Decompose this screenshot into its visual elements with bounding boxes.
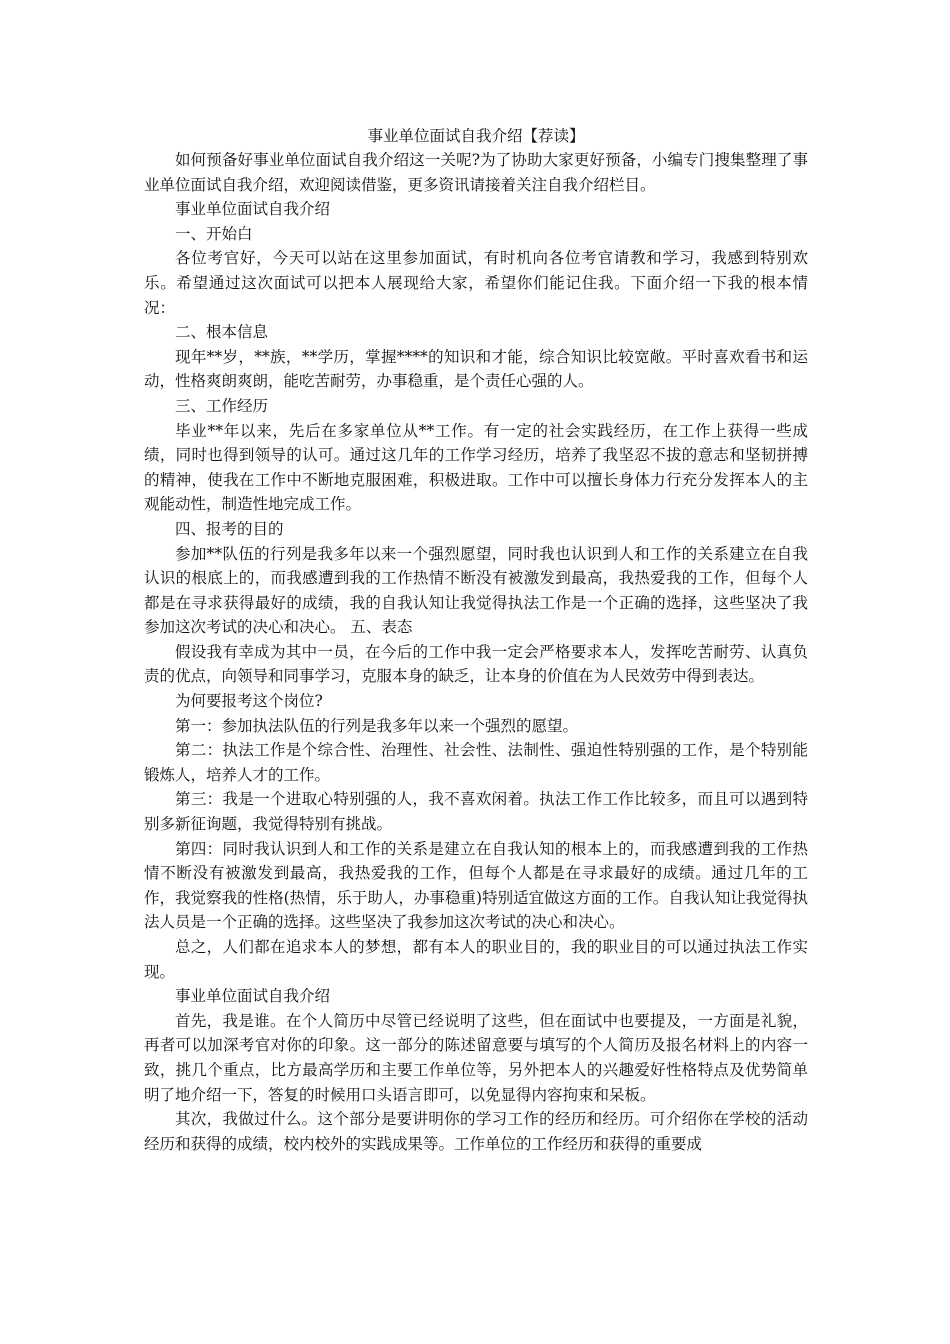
section-heading: 事业单位面试自我介绍 — [175, 200, 331, 219]
reason-first: 第一：参加执法队伍的行列是我多年以来一个强烈的愿望。 — [175, 716, 579, 735]
intro-paragraph: 如何预备好事业单位面试自我介绍这一关呢?为了协助大家更好预备，小编专门搜集整理了事业单位面试自我介绍，欢迎阅读借鉴，更多资讯请接着关注自我介绍栏目。 — [144, 151, 808, 194]
reason-fourth: 第四：同时我认识到人和工作的关系是建立在自我认知的根本上的，而我感遭到我的工作热情不断没有被激发到最高，我热爱我的工作，但每个人都是在寻求最好的成绩。通过几年的工作，我觉察我的性格(热情，乐于助人，办事稳重)特别适宜做这方面的工作。自我认知让我觉得执法人员是一个正确的选择。这些坚决了我参加这次考试的决心和决心。 — [144, 839, 808, 932]
subheading-purpose: 四、报考的目的 — [175, 519, 284, 538]
reason-second: 第二：执法工作是个综合性、治理性、社会性、法制性、强迫性特别强的工作，是个特别能锻炼人，培养人才的工作。 — [144, 741, 808, 784]
body-paragraph: 假设我有幸成为其中一员，在今后的工作中我一定会严格要求本人，发挥吃苦耐劳、认真负责的优点，向领导和同事学习，克服本身的缺乏，让本身的价值在为人民效劳中得到表达。 — [144, 642, 808, 686]
body-paragraph: 毕业**年以来，先后在多家单位从**工作。有一定的社会实践经历，在工作上获得一些成绩，同时也得到领导的认可。通过这几年的工作学习经历，培养了我坚忍不拔的意志和坚韧拼搏的精神，使我在工作中不断地克服困难，积极进取。工作中可以擅长身体力行充分发挥本人的主观能动性，制造性地完成工作。 — [144, 421, 808, 514]
body-paragraph: 首先，我是谁。在个人简历中尽管已经说明了这些，但在面试中也要提及，一方面是礼貌，再者可以加深考官对你的印象。这一部分的陈述留意要与填写的个人简历及报名材料上的内容一致，挑几个重点，比方最高学历和主要工作单位等，另外把本人的兴趣爱好性格特点及优势简单明了地介绍一下，答复的时候用口头语言即可，以免显得内容拘束和呆板。 — [144, 1011, 808, 1104]
body-paragraph: 各位考官好，今天可以站在这里参加面试，有时机向各位考官请教和学习，我感到特别欢乐。希望通过这次面试可以把本人展现给大家，希望你们能记住我。下面介绍一下我的根本情况： — [144, 249, 808, 317]
question-heading: 为何要报考这个岗位? — [175, 692, 323, 711]
body-paragraph: 现年**岁，**族，**学历，掌握****的知识和才能，综合知识比较宽敞。平时喜欢看书和运动，性格爽朗爽朗，能吃苦耐劳，办事稳重，是个责任心强的人。 — [144, 347, 808, 391]
subheading-work-experience: 三、工作经历 — [175, 396, 269, 415]
document-title: 事业单位面试自我介绍【荐读】 — [367, 127, 585, 145]
section-heading: 事业单位面试自我介绍 — [175, 987, 331, 1006]
body-paragraph: 其次，我做过什么。这个部分是要讲明你的学习工作的经历和经历。可介绍你在学校的活动经历和获得的成绩，校内校外的实践成果等。工作单位的工作经历和获得的重要成 — [144, 1110, 808, 1153]
conclusion-paragraph: 总之，人们都在追求本人的梦想，都有本人的职业目的，我的职业目的可以通过执法工作实现。 — [144, 938, 808, 981]
document-body — [144, 148, 808, 1156]
subheading-basic-info: 二、根本信息 — [175, 323, 269, 342]
body-paragraph: 参加**队伍的行列是我多年以来一个强烈愿望，同时我也认识到人和工作的关系建立在自我认识的根底上的，而我感遭到我的工作热情不断没有被激发到最高，我热爱我的工作，但每个人都是在寻求获得最好的成绩，我的自我认知让我觉得执法工作是一个正确的选择，这些坚决了我参加这次考试的决心和决心。 五、表态 — [144, 544, 808, 637]
reason-third: 第三：我是一个进取心特别强的人，我不喜欢闲着。执法工作工作比较多，而且可以遇到特别多新征询题，我觉得特别有挑战。 — [144, 790, 808, 834]
subheading-opening: 一、开始白 — [175, 224, 253, 243]
document-page — [144, 124, 808, 1156]
